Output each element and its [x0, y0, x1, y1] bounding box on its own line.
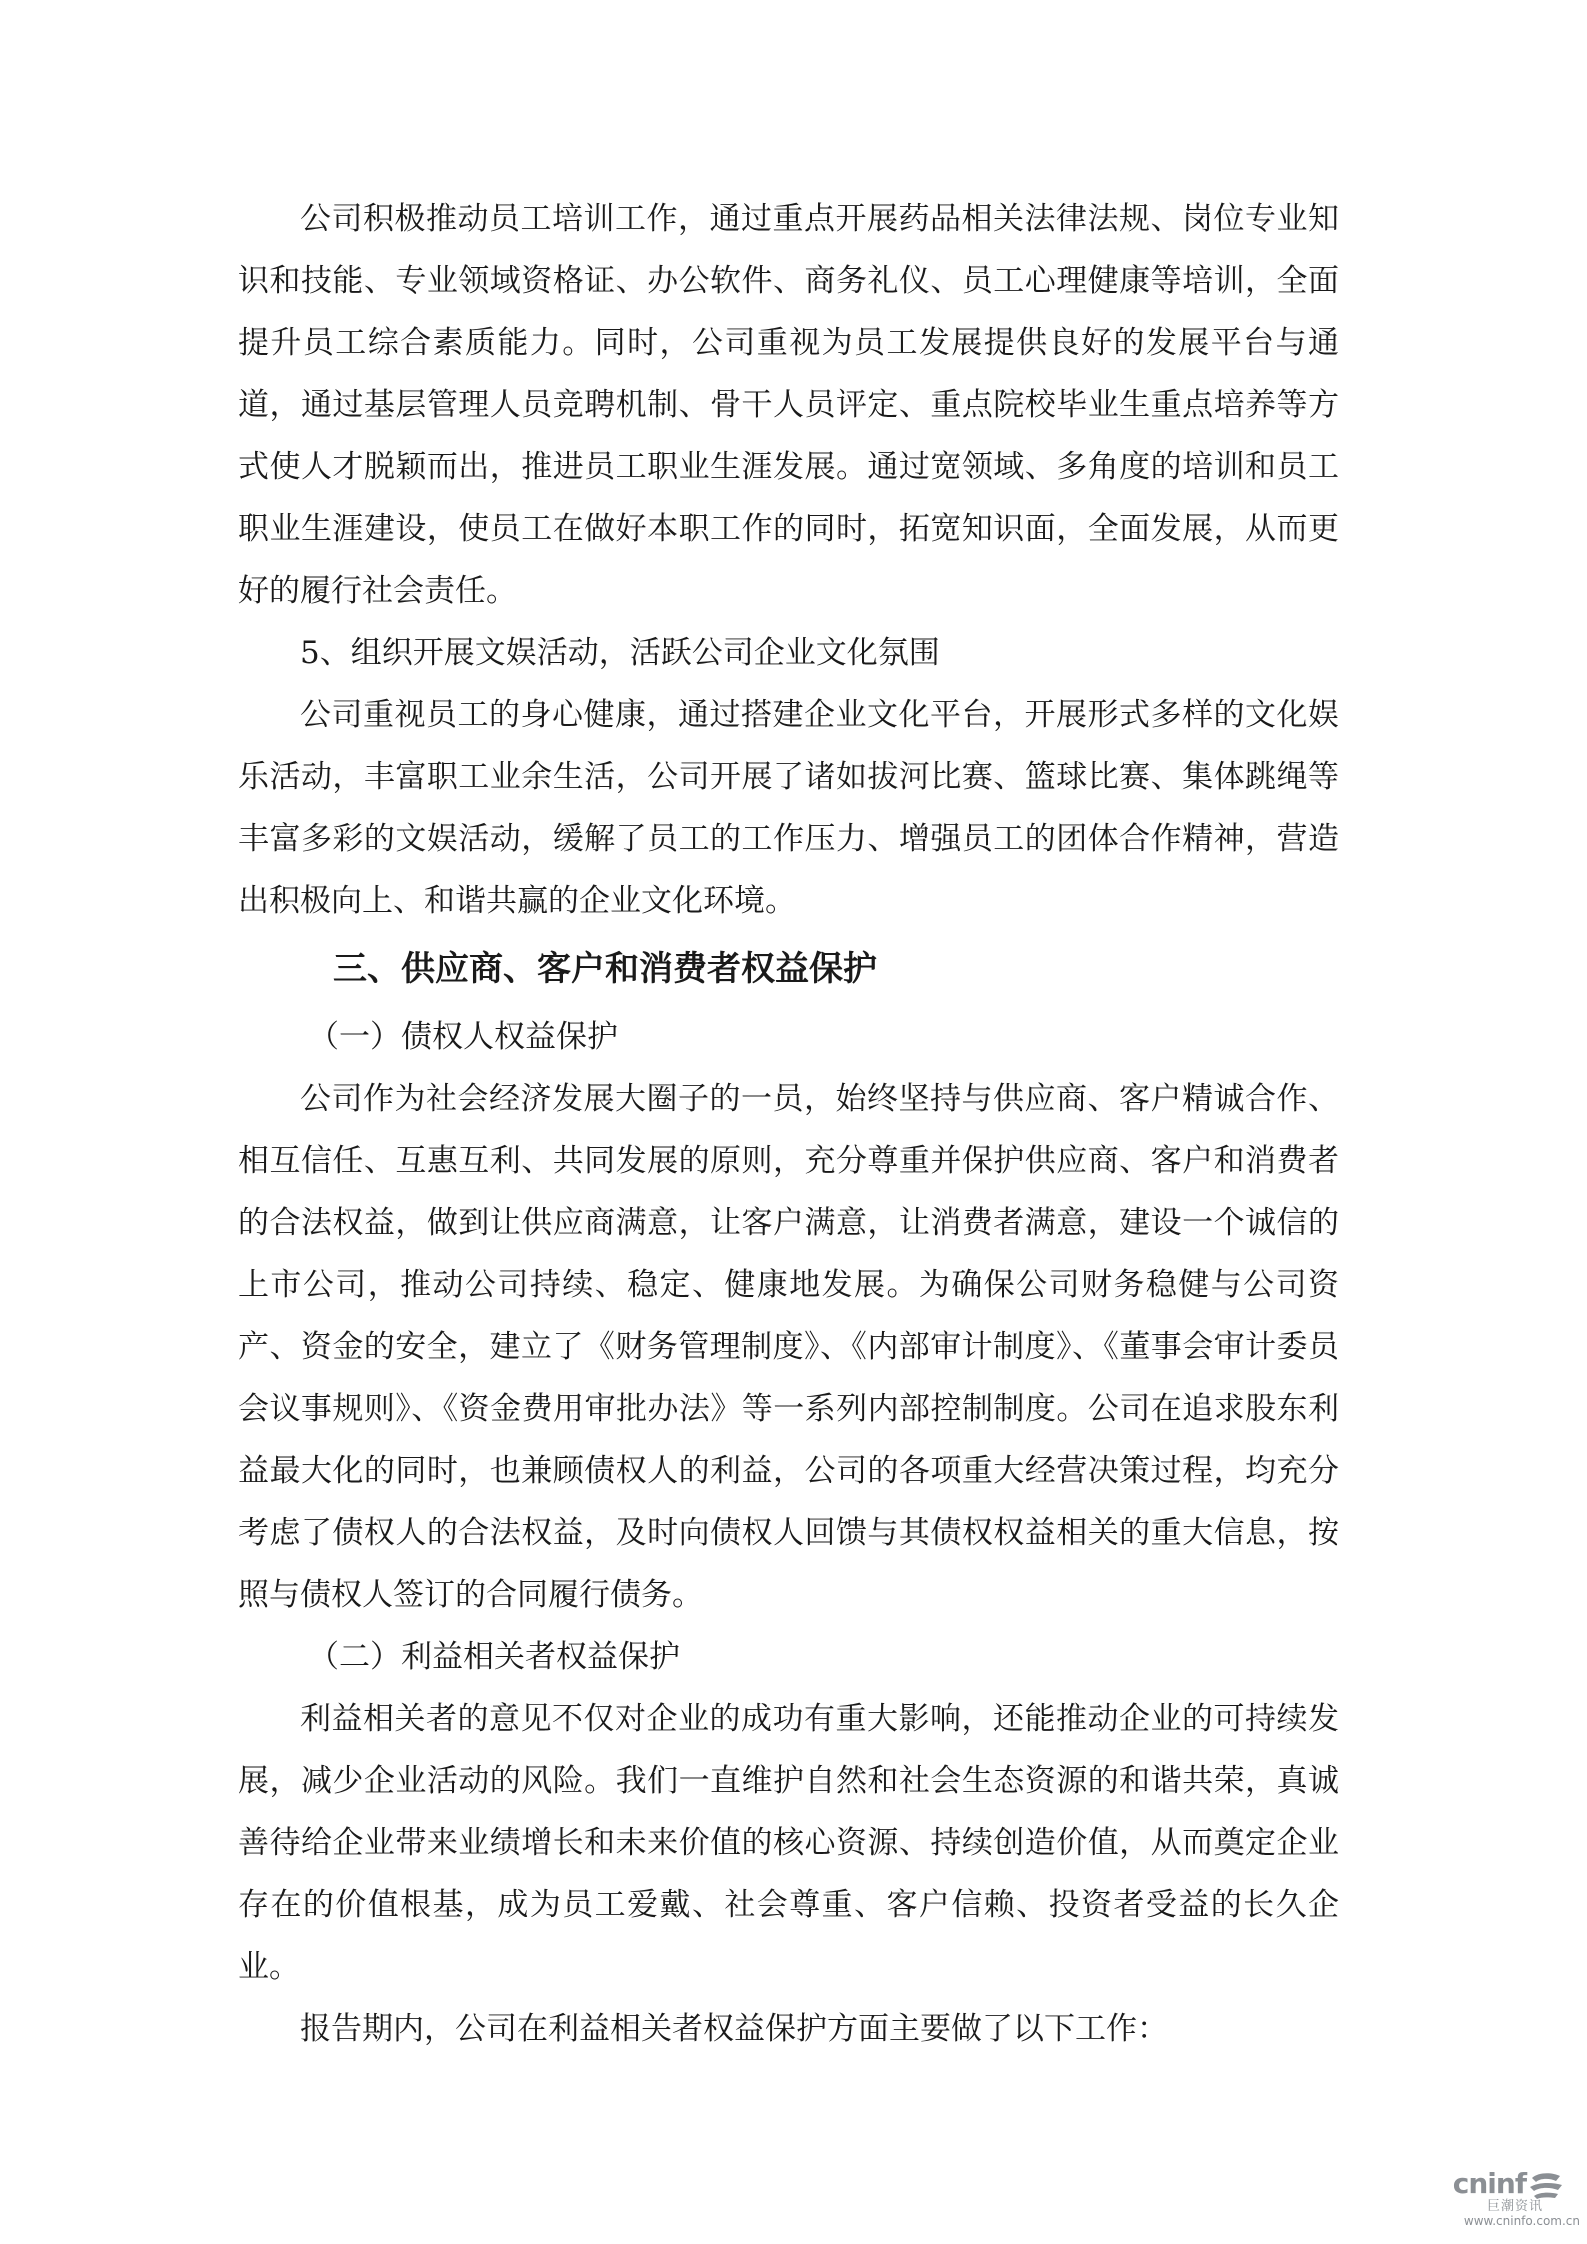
watermark-url: www.cninfo.com.cn [1463, 2214, 1580, 2228]
subsection-title-1: （一）债权人权益保护 [308, 1019, 618, 1055]
document-body [238, 188, 1339, 2060]
subsection-title-2: （二）利益相关者权益保护 [308, 1639, 680, 1675]
watermark-chinese: 巨潮资讯 [1486, 2199, 1543, 2214]
paragraph-report-period: 报告期内，公司在利益相关者权益保护方面主要做了以下工作： [300, 2011, 1168, 2047]
paragraph-creditors: 公司作为社会经济发展大圈子的一员，始终坚持与供应商、客户精诚合作、相互信任、互惠互利、共同发展的原则，充分尊重并保护供应商、客户和消费者的合法权益，做到让供应商满意，让客户满意，让消费者满意，建设一个诚信的上市公司，推动公司持续、稳定、健康地发展。为确保公司财务稳健与公司资产、资金的安全，建立了《财务管理制度》、《内部审计制度》、《董事会审计委员会议事规则》、《资金费用审批办法》等一系列内部控制制度。公司在追求股东利益最大化的同时，也兼顾债权人的利益，公司的各项重大经营决策过程，均充分考虑了债权人的合法权益，及时向债权人回馈与其债权权益相关的重大信息，按照与债权人签订的合同履行债务。 [238, 1081, 1339, 1613]
paragraph-stakeholders: 利益相关者的意见不仅对企业的成功有重大影响，还能推动企业的可持续发展，减少企业活动的风险。我们一直维护自然和社会生态资源的和谐共荣，真诚善待给企业带来业绩增长和未来价值的核心资源、持续创造价值，从而奠定企业存在的价值根基，成为员工爱戴、社会尊重、客户信赖、投资者受益的长久企业。 [238, 1701, 1339, 1985]
cninfo-watermark [1440, 2168, 1580, 2230]
paragraph-training: 公司积极推动员工培训工作，通过重点开展药品相关法律法规、岗位专业知识和技能、专业领域资格证、办公软件、商务礼仪、员工心理健康等培训，全面提升员工综合素质能力。同时，公司重视为员工发展提供良好的发展平台与通道，通过基层管理人员竞聘机制、骨干人员评定、重点院校毕业生重点培养等方式使人才脱颖而出，推进员工职业生涯发展。通过宽领域、多角度的培训和员工职业生涯建设，使员工在做好本职工作的同时，拓宽知识面，全面发展，从而更好的履行社会责任。 [238, 201, 1339, 609]
paragraph-culture: 公司重视员工的身心健康，通过搭建企业文化平台，开展形式多样的文化娱乐活动，丰富职工业余生活，公司开展了诸如拔河比赛、篮球比赛、集体跳绳等丰富多彩的文娱活动，缓解了员工的工作压力、增强员工的团体合作精神，营造出积极向上、和谐共赢的企业文化环境。 [238, 697, 1339, 919]
section-heading-3: 三、供应商、客户和消费者权益保护 [333, 949, 877, 989]
cninfo-logo-icon [1528, 2170, 1564, 2200]
watermark-word: cninf [1452, 2167, 1526, 2200]
item-5-title: 5、组织开展文娱活动，活跃公司企业文化氛围 [300, 635, 940, 671]
